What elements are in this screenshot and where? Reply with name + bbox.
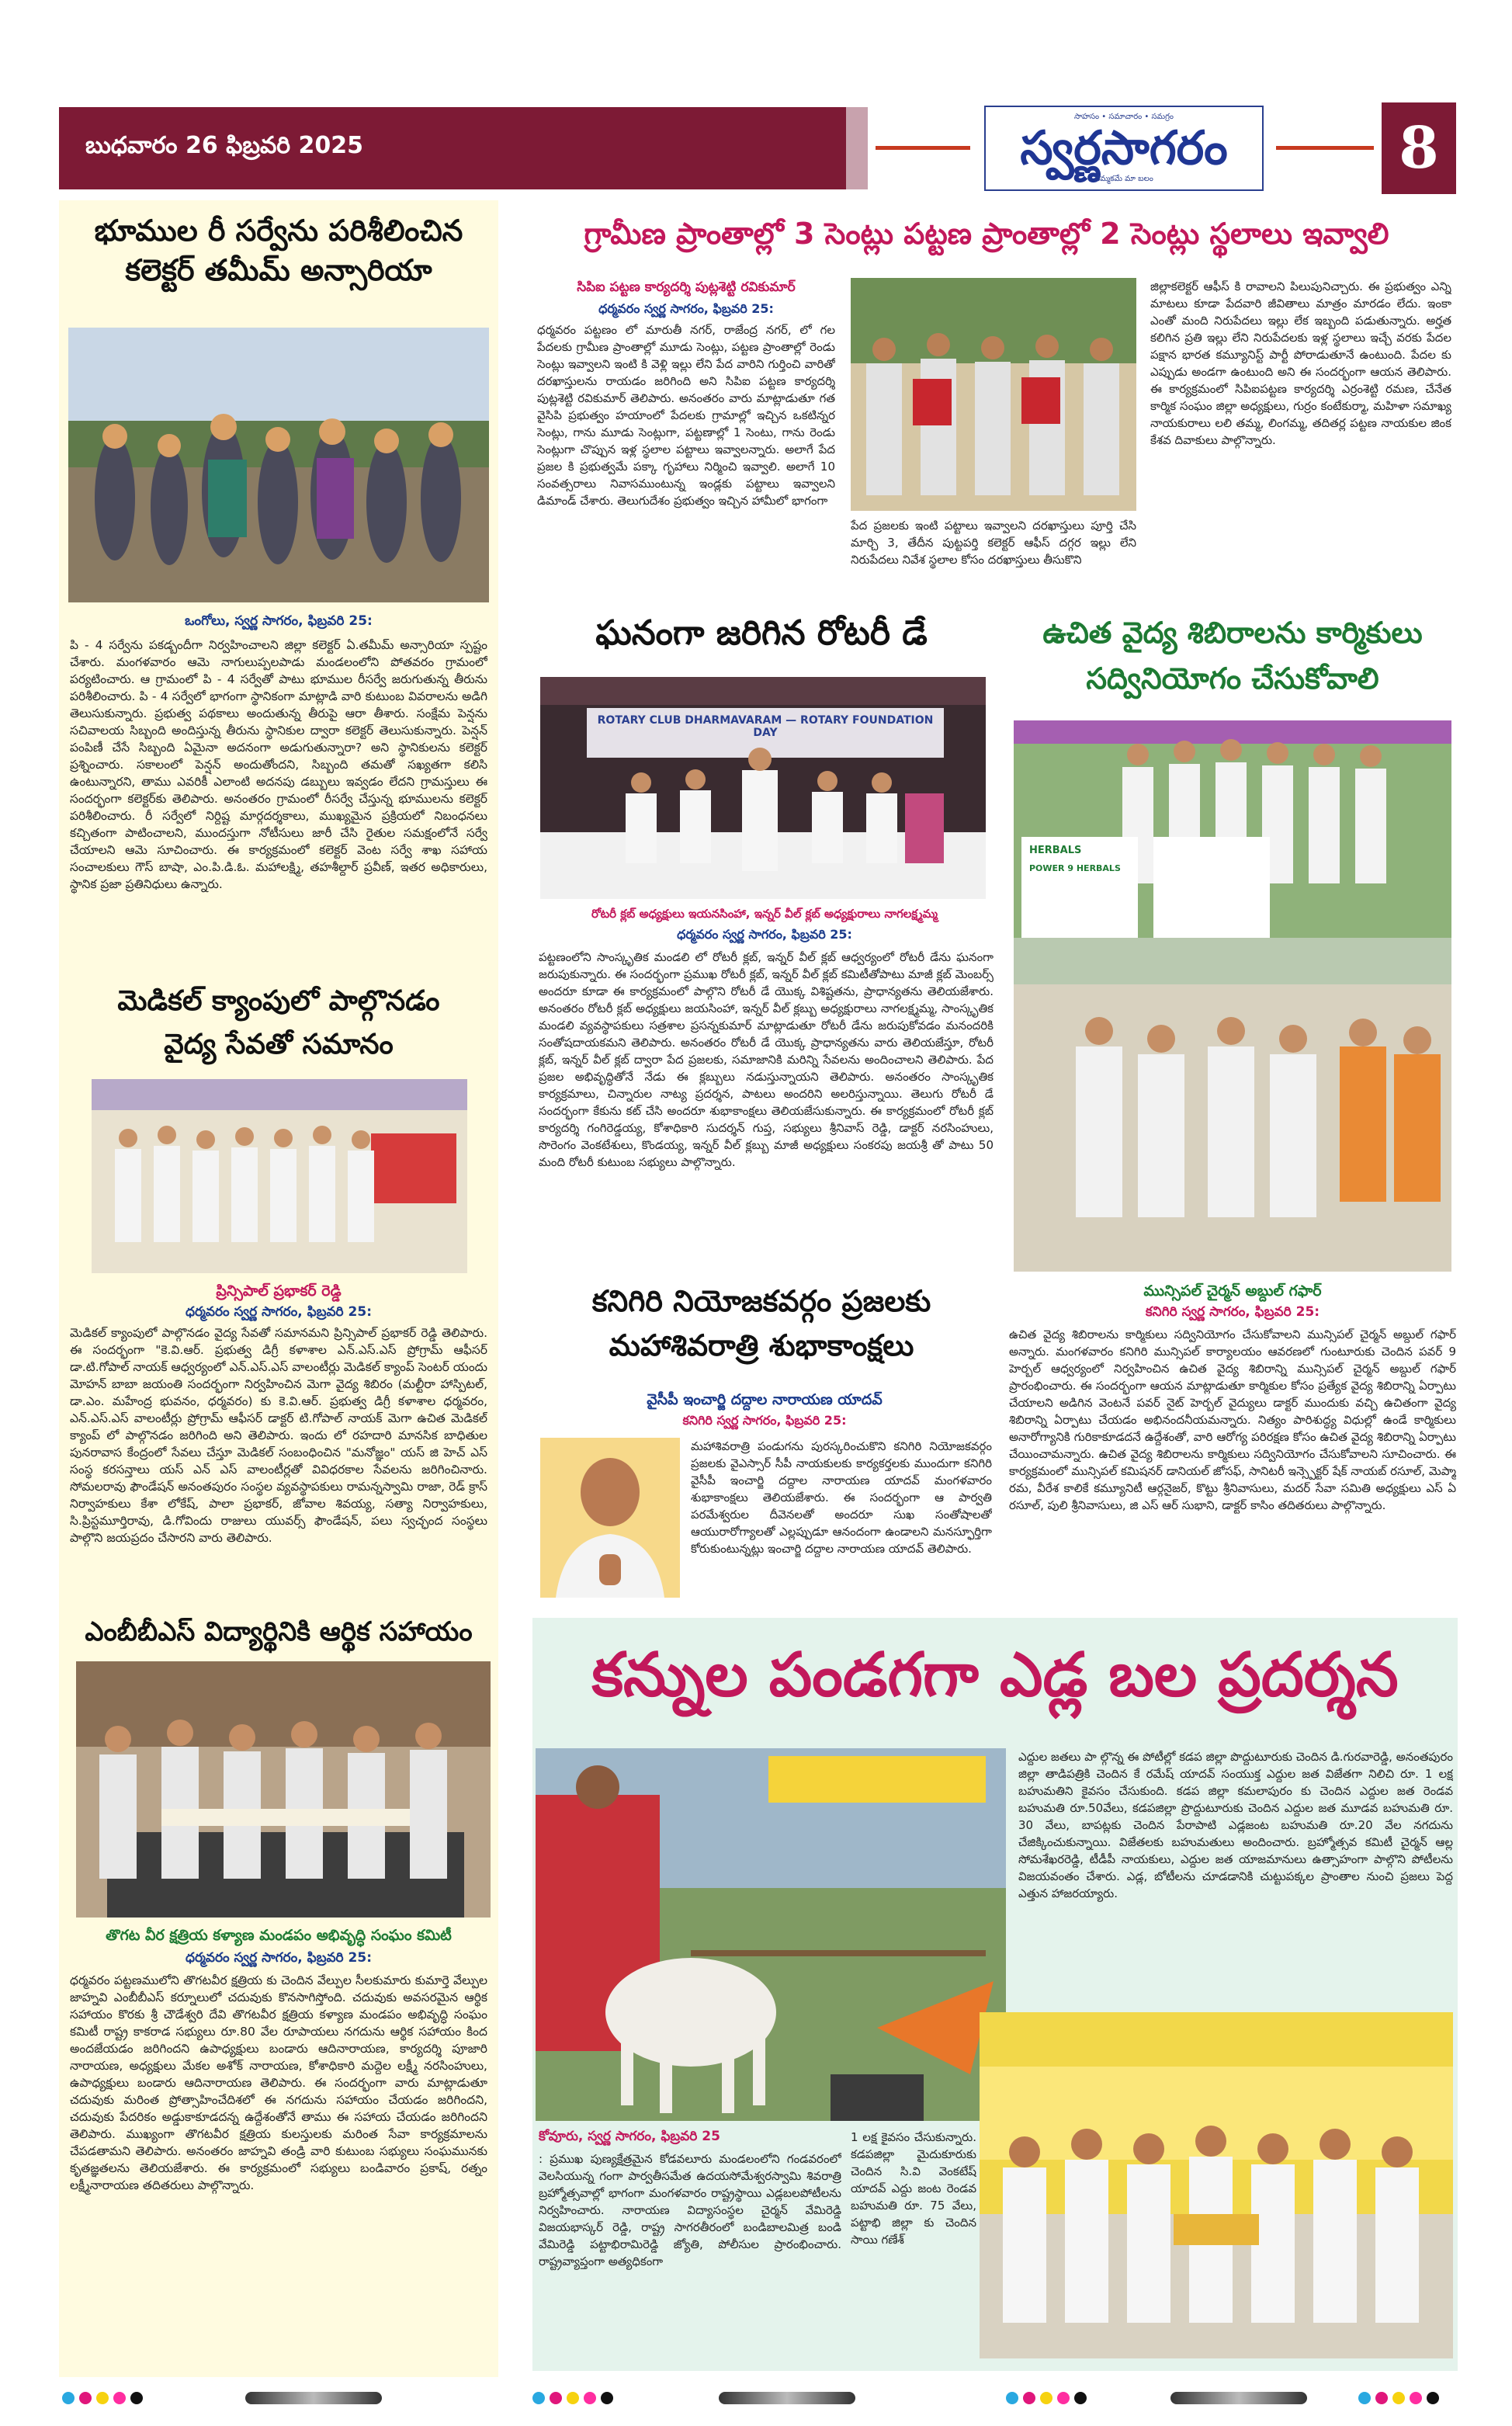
rotary-body: పట్టణంలోని సాంస్కృతిక మండలి లో రోటరీ క్లబ్, ఇన్నర్ వీల్ క్లబ్ ఆధ్వర్యంలో రోటరీ డేను ఘనంగా జరుపుకున్నారు. ఈ సందర్భంగా ప్రముఖ రోటరీ క్లబ్, ఇన్నర్ వీల్ క్లబ్ కమిటీతోపాటు మాజీ క్లబ్ మెంబర్స్ అందరూ కూడా ఈ కార్యక్రమంలో పాల్గొని రోటరీ డే యొక్క విశిష్టతను, ప్రాధాన్యతను తెలియజేశారు. అనంతరం రోటరీ క్లబ్ అధ్యక్షులు జయసింహా, ఇన్నర్ వీల్ క్లబ్బు అధ్యక్షురాలు నాగలక్ష్మమ్మ, సాంస్కృతిక మండలి వ్యవస్థాపకులు సత్రశాల ప్రసన్నకుమార్ మాట్లాడుతూ రోటరీ డేను జరుపుకోవడం మనందరికి సంతోషదాయకమని తెలిపారు. అనంతరం రోటరీ డే యొక్క ప్రాధాన్యతను వారు తెలియజేస్తూ, రోటరీ క్లబ్, ఇన్నర్ వీల్ క్లబ్ ద్వారా పేద ప్రజలకు, సమాజానికి మరిన్ని సేవలను అందించాలని తెలిపారు. పేద ప్రజల అభివృద్ధితోనే నేడు ఈ క్లబ్బులు నడుస్తున్నాయని తెలిపారు. అనంతరం సాంస్కృతిక కార్యక్రమాలు, చిన్నారుల నాట్య ప్రదర్శన, పాటలు అందరిని అలరిస్తున్నాయి. తెలుగు రోటరీ డే సందర్భంగా కేకును కట్ చేసి అందరూ శుభాకాంక్షలు తెలియజేసుకున్నారు. ఈ కార్యక్రమంలో రోటరీ క్లబ్ కార్యదర్శి గంగిరెడ్డయ్య, కోశాధికారి సుదర్శన్ గుప్త, సభ్యులు శ్రీనివాస్ రెడ్డి, డాక్టర్ నరసింహులు, సొరెంగం వెంకటేశులు, కొండయ్య, ఇన్నర్ వీల్ క్లబ్బు మాజీ అధ్యక్షులు సంకరపు జయశ్రీ తో పాటు 50 మంది రోటరీ కుటుంబ సభ్యులు పాల్గొన్నారు. (539, 950, 994, 1169)
shivaratri-body: మహాశివరాత్రి పండుగను పురస్కరించుకొని కనిగిరి నియోజకవర్గం ప్రజలకు వైఎస్సార్ సీపీ నాయకులకు కార్యకర్తలకు ముందుగా కనిగిరి వైసీపీ ఇంచార్జి దద్దాల నారాయణ యాదవ్ మంగళవారం శుభాకాంక్షలు తెలియజేశారు. ఈ సందర్భంగా ఆ పార్వతి పరమేశ్వరుల దీవెనలతో అందరూ సుఖ సంతోషాలతో ఆయురారోగ్యాలతో ఎల్లప్పుడూ ఆనందంగా ఉండాలని మనస్ఫూర్తిగా కోరుకుంటున్నట్లు ఇంచార్జి దద్దాల నారాయణ యాదవ్ తెలిపారు. (691, 1439, 992, 1556)
mbbs-caption: తొగట వీర క్షత్రియ కళ్యాణ మండపం అభివృద్ధి సంఘం కమిటీ (106, 1927, 452, 1944)
registration-dot-yellow (567, 2392, 579, 2404)
medical-photo (92, 1079, 467, 1273)
mbbs-photo (76, 1661, 491, 1918)
camps-dateline: కనిగిరి స్వర్ణ సాగరం, ఫిబ్రవరి 25: (1145, 1304, 1320, 1320)
survey-dateline: ఒంగోలు, స్వర్ణ సాగరం, ఫిబ్రవరి 25: (185, 613, 373, 629)
mbbs-body: ధర్మవరం పట్టణములోని తొగటవీర క్షత్రియ కు చెందిన వేల్పుల సీలకుమారు కుమార్తె వేల్పుల జాహ్నవి ఎంబీబీఎస్ కర్నూలులో చదువుకు కొనసాగిస్తోంది. చదువుకు అవసరమైన ఆర్థిక సహాయం కొరకు శ్రీ చౌడేశ్వరి దేవి తొగటవీర క్షత్రియ కళ్యాణ మండపం అభివృద్ధి సంఘం కమిటీ రాష్ట్ర కాకరాడ సభ్యులు రూ.80 వేల రూపాయలు నగదును ఆర్థిక సహాయం కింద అందజేయడం జరిగిందని ఉపాధ్యక్షులు బండారు ఆదినారాయణ, కార్యదర్శి పూజారి నారాయణ, అధ్యక్షులు మేకల అశోక్ నారాయణ, కోశాధికారి మద్దెల లక్ష్మీ నరసింహులు, ఉపాధ్యక్షులు బండారు ఆదినారాయణ తెలిపారు. ఈ సందర్భంగా వారు మాట్లాడుతూ చదువుకు మరింత ప్రోత్సాహించేదిశలో ఈ నగదును సహాయం చేయడం జరిగిందని, చదువుకు పేదరికం అడ్డుకాకూడదన్న ఉద్దేశంతోనే తాము ఈ సహాయ చేయడం జరిగిందని తెలిపారు. ముఖ్యంగా తొగటవీర క్షత్రియ కులస్తులకు మరింత సేవా కార్యక్రమాలను చేపడతామని తెలిపారు. అనంతరం జాహ్నవి తండ్రి వారి కుటుంబ సభ్యులు సంఘమునకు కృతజ్ఞతలను తెలియజేశారు. ఈ కార్యక్రమంలో సభ్యులు బండివారం ప్రకాష్, రత్నం లక్ష్మీనారాయణ తదితరులు పాల్గొన్నారు. (70, 1973, 487, 2192)
shivaratri-caption: వైసీపీ ఇంచార్జి దద్దాల నారాయణ యాదవ్ (647, 1391, 883, 1408)
medical-caption: ప్రిన్సిపాల్ ప్రభాకర్ రెడ్డి (216, 1282, 342, 1300)
medical-dateline: ధర్మవరం స్వర్ణ సాగరం, ఫిబ్రవరి 25: (186, 1304, 372, 1320)
registration-dot-black (1427, 2392, 1439, 2404)
registration-dot-pink (1057, 2392, 1070, 2404)
header-rule-left (876, 146, 970, 150)
sites-caption: సిపిఐ పట్టణ కార్యదర్శి పుట్లశెట్టి రవికుమార్ (577, 279, 796, 295)
date-bar-accent (846, 107, 868, 189)
registration-bar (245, 2392, 382, 2404)
sites-dateline: ధర్మవరం స్వర్ణ సాగరం, ఫిబ్రవరి 25: (598, 301, 774, 316)
registration-dot-pink (1410, 2392, 1422, 2404)
top-banner (515, 211, 1458, 264)
registration-dot-magenta (79, 2392, 92, 2404)
sites-photo (851, 278, 1136, 511)
registration-bar (1170, 2392, 1307, 2404)
bulls-body-right: ఎద్దుల జతలు పా ల్గొన్న ఈ పోటీల్లో కడప జిల్లా పొద్దుటూరుకు చెందిన డి.గురవారెడ్డి, అనంతపురం జిల్లా తాడిపత్రికి చెందిన కే రమేష్ యాదవ్ సంయుక్త ఎద్దుల జత విజేతగా నిలిచి రూ. 1 లక్ష బహుమతిని కైవసం చేసుకుంది. కడప జిల్లా కమలాపురం కు చెందిన ఎద్దుల జత రెండవ బహుమతి రూ.50వేలు, కడపజిల్లా ప్రొద్దుటూరుకు చెందిన ఎద్దుల జత మూడవ బహుమతి రూ. 30 వేలు, బాపట్లకు చెందిన పేరాపాటి ఎడ్లజంట బహుమతి రూ.20 వేల నగదును చేజిక్కించుకున్నాయి. విజేతలకు బహుమతులు అందించారు. బ్రహ్మోత్సవ కమిటీ చైర్మన్ ఆల్ల సోమశేఖరరెడ్డి, టీడీపీ నాయకులు, ఎద్దుల జత యాజమానులు ఉత్సాహంగా పాల్గొని పోటీలను విజయవంతం చేశారు. ఎడ్ల, బోటీలను చూడడానికి చుట్టుపక్కల ప్రాంతాల నుంచి ప్రజలు పెద్ద ఎత్తున హాజరయ్యారు. (1018, 1750, 1453, 1900)
camps-body: ఉచిత వైద్య శిబిరాలను కార్మికులు సద్వినియోగం చేసుకోవాలని మున్సిపల్ చైర్మన్ అబ్దుల్ గఫార్ అన్నారు. మంగళవారం కనిగిరి మున్సిపల్ కార్యాలయం ఆవరణలో గుంటూరుకు చెందిన పవర్ 9 హెర్బల్ ఆధ్వర్యంలో నిర్వహించిన ఉచిత వైద్య శిబిరాన్ని మున్సిపల్ చైర్మన్ అబ్దుల్ గఫార్ ప్రారంభించారు. ఈ సందర్భంగా ఆయన మాట్లాడుతూ కార్మికుల కోసం ప్రత్యేక వైద్య శిబిరాన్ని ఏర్పాటు చేయాలని అడిగిన వెంటనే పవర్ నైట్ హెర్బల్ వైద్యులు డాక్టర్ ముందుకు వచ్చి ఉచితంగా వైద్య శిబిరాన్ని ఏర్పాటు చేయడం అభినందనీయమన్నారు. నిత్యం పారిశుద్ధ్య విధుల్లో ఉండే కార్మికులు అనారోగ్యానికి గురికాకూడదనే ఉద్దేశంతో, వారి ఆరోగ్య పరిరక్షణ కోసం ఉచిత వైద్య శిబిరాన్ని ఏర్పాటు చేయించామన్నారు. ఉచిత వైద్య శిబిరాలను కార్మికులు సద్వినియోగం చేసుకోవాలని సూచించారు. ఈ కార్యక్రమంలో మున్సిపల్ కమిషనర్ డానియల్ జోసఫ్, సానిటరీ ఇన్స్పెక్టర్ షేక్ నాయబ్ రసూల్, మెప్మా రమ, వీరేశ కాలికే కమ్యూనిటీ ఆర్గనైజర్, కొట్టు శ్రీనివాసులు, మదర్ సేవా సమితి అధ్యక్షులు ఎస్ ఏ రసూల్, పులి శ్రీనివాసులు, జి ఎస్ ఆర్ సుభాని, డాక్టర్ కాసిం తదితరులు పాల్గొన్నారు. (1009, 1328, 1456, 1512)
survey-photo (68, 328, 489, 602)
sites-body-col3: జిల్లాకలెక్టర్ ఆఫీస్ కి రావాలని పిలుపునిచ్చారు. ఈ ప్రభుత్వం ఎన్ని మాటలు కూడా పేదవారి జీవితాలు మాత్రం మారడం లేదు. ఇంకా ఎంతో మంది నిరుపేదలు ఇల్లు లేక ఇబ్బంది పడుతున్నారు. అర్హత కలిగిన ప్రతి ఇల్లు లేని నిరుపేదలకు ఇళ్ల స్థలాలు ఇచ్చే వరకు పేదల పక్షాన భారత కమ్యూనిస్ట్ పార్టీ పోరాడుతూనే ఉంటుంది. పేదల కు ఎప్పుడు అండగా ఉంటుంది అని ఈ సందర్భంగా ఆయన తెలిపారు. ఈ కార్యక్రమంలో సిపిఐపట్టణ కార్యదర్శి ఎర్రంశెట్టి రమణ, చేనేత కార్మిక సంఘం జిల్లా అధ్యక్షులు, గుర్రం కంటేకుర్మా, మహిళా సమాఖ్య నాయకురాలు లలి తమ్మ, లింగమ్మ, తదితర్ల పట్టణ నాయకుల జింక కేశవ దివాకులు పాల్గొన్నారు. (1150, 279, 1451, 447)
bulls-dateline: కోవూరు, స్వర్ణ సాగరం, ఫిబ్రవరి 25 (539, 2129, 720, 2144)
medical-headline-line1: మెడికల్ క్యాంపులో పాల్గొనడం (117, 985, 440, 1017)
camps-banner-sub: POWER 9 HERBALS (1029, 863, 1121, 873)
shivaratri-dateline: కనిగిరి స్వర్ణ సాగరం, ఫిబ్రవరి 25: (682, 1413, 847, 1428)
rotary-banner-text: ROTARY CLUB DHARMAVARAM — ROTARY FOUNDATION DAY (597, 714, 934, 739)
bulls-body-bottom: : ప్రముఖ పుణ్యక్షేత్రమైన కోడవలూరు మండలంలోని గండవరంలో వెలసియున్న గంగా పార్వతీసమేత ఉదయసోమేశ్వరస్వామి శివరాత్రి బ్రహ్మోత్సవాల్లో భాగంగా మంగళవారం రాష్ట్రస్థాయి ఎడ్లబలపోటీలను నిర్వహించారు. నారాయణ విద్యాసంస్థల చైర్మన్ వేమిరెడ్డి విజయభాస్కర్ రెడ్డి, రాష్ట్ర సాగరతీరంలో బండిబాలమిత్ర బండి వేమిరెడ్డి పట్టాభిరామిరెడ్డి జ్యోతి, పోలీసుల ప్రారంభించారు. రాష్ట్రవ్యాప్తంగా అత్యధికంగా (539, 2152, 841, 2268)
registration-dot-cyan (62, 2392, 75, 2404)
registration-dot-black (1074, 2392, 1087, 2404)
sites-photo-caption: పేద ప్రజలకు ఇంటి పట్టాలు ఇవ్వాలని దరఖాస్తులు పూర్తి చేసి మార్చి 3, తేదీన పుట్టపర్తి కలెక్టర్ ఆఫీస్ దగ్గర ఇల్లు లేని నిరుపేదలు నివేశ స్థలాల కోసం దరఖాస్తులు తీసుకొని (851, 519, 1136, 567)
registration-dot-pink (584, 2392, 596, 2404)
registration-dot-cyan (1006, 2392, 1018, 2404)
bulls-headline (532, 1624, 1458, 1741)
registration-dot-black (601, 2392, 613, 2404)
registration-dot-magenta (1375, 2392, 1388, 2404)
date-bar (59, 107, 863, 189)
registration-dot-yellow (96, 2392, 109, 2404)
camps-caption: మున్సిపల్ చైర్మన్ అబ్దుల్ గఫార్ (1143, 1282, 1322, 1300)
registration-dot-yellow (1040, 2392, 1053, 2404)
masthead-sub: నమ్మకమే మా బలం (1094, 175, 1153, 183)
survey-headline-line2: కలెక్టర్ తమీమ్ అన్సారియా (125, 253, 432, 288)
medical-headline (62, 980, 495, 1067)
registration-dot-cyan (1358, 2392, 1371, 2404)
registration-dot-magenta (1023, 2392, 1035, 2404)
masthead-name: స్వర్ణసాగరం (1020, 121, 1228, 175)
camps-headline (1006, 610, 1459, 702)
bulls-body-bottom2: 1 లక్ష కైవసం చేసుకున్నారు. కడపజిల్లా మైదుకూరుకు చెందిన సి.వి వెంకటేష్ యాదవ్ ఎద్దు జంట రెండవ బహుమతి రూ. 75 వేలు, పట్టాభి జిల్లా కు చెందిన సాయి గణేశ్ (851, 2130, 976, 2247)
registration-dot-magenta (550, 2392, 562, 2404)
survey-body: పి - 4 సర్వేను పకడ్బందీగా నిర్వహించాలని జిల్లా కలెక్టర్ ఏ.తమీమ్ అన్సారియా స్పష్టం చేశారు. మంగళవారం ఆమె నాగులుప్పలపాడు మండలంలోని పోతవరం గ్రామంలో పర్యటించారు. ఆ గ్రామంలో పి - 4 సర్వేతో పాటు భూముల రీసర్వే జరుగుతున్న తీరును పరిశీలించారు. పి - 4 సర్వేలో భాగంగా స్థానికంగా మాట్లాడి వారి కుటుంబ వివరాలను అడిగి తెలుసుకున్నారు. ప్రభుత్వ పథకాలు అందుతున్న తీరుపై ఆరా తీశారు. సంక్షేమ పెన్షను సచివాలయ సిబ్బంది అందిస్తున్న తీరును స్థానికుల ద్వారా కలెక్టర్ తెలుసుకున్నారు. పెన్షన్ పంపిణీ చేసే సిబ్బంది ఏమైనా అదనంగా అడుగుతున్నారా? అని స్థానికులను కలెక్టర్ ప్రశ్నించారు. సకాలంలో పెన్షన్ అందుతోందని, సిబ్బంది తమతో సఖ్యతగా కలిసి ఉంటున్నారని, తాము ఎవరికీ ఎలాంటి అదనపు డబ్బులు ఇవ్వడం లేదని గ్రామస్తులు ఈ సందర్భంగా కలెక్టర్‌కు తెలిపారు. అనంతరం గ్రామంలో రీసర్వే చేస్తున్న భూములను కలెక్టర్ పరిశీలించారు. రీ సర్వేలో నిర్దిష్ట మార్గదర్శకాలు, ముఖ్యమైన ప్రక్రియలో నిబంధనలు కచ్చితంగా పాటించాలని, ముందస్తుగా నోటీసులు జారీ చేసి రైతుల సమక్షంలోనే సర్వే చేయాలని ఆమె సూచించారు. ఈ కార్యక్రమంలో కలెక్టర్ వెంట సర్వే శాఖ సహాయ సంచాలకులు గౌస్ బాషా, ఎం.పి.డి.ఓ. మహాలక్ష్మి, తహశీల్దార్ ప్రవీణ్, ఇతర అధికారులు, స్థానిక ప్రజా ప్రతినిధులు ఉన్నారు. (70, 638, 487, 891)
camps-banner-text: HERBALS (1029, 845, 1082, 856)
bulls-photo-main (536, 1748, 1006, 2121)
masthead (984, 106, 1264, 191)
shivaratri-headline-line2: మహాశివరాత్రి శుభాకాంక్షలు (609, 1328, 914, 1362)
shivaratri-headline (532, 1279, 990, 1368)
bulls-headline-text: కన్నుల పండగగా ఎడ్ల బల ప్రదర్శన (591, 1640, 1399, 1710)
registration-bar (719, 2392, 855, 2404)
medical-body: మెడికల్ క్యాంపులో పాల్గొనడం వైద్య సేవతో సమానమని ప్రిన్సిపాల్ ప్రభాకర్ రెడ్డి తెలిపారు. ఈ సందర్భంగా "కె.వి.ఆర్. ప్రభుత్వ డిగ్రీ కళాశాల ఎన్.ఎస్.ఎస్ ప్రోగ్రామ్ ఆఫీసర్ డా.టి.గోపాల్ నాయక్ ఆధ్వర్యంలో ఎన్.ఎస్.ఎస్ వాలంటీర్లు మెడికల్ క్యాంప్ సెంటర్ యందు మోహన్ బాబా జయంతి సందర్భంగా నిర్వహించిన మెగా వైద్య శిబిరం (మల్టీరా హాస్పిటల్, డా.ఎం. మహేంద్ర భువనం, ధర్మవరం) కు కె.వి.ఆర్. ప్రభుత్వ డిగ్రీ కళాశాల ధర్మవరం, ఎన్.ఎస్.ఎస్ వాలంటీర్లు ప్రోగ్రామ్ ఆఫీసర్ డాక్టర్ టి.గోపాల్ నాయక్ మెగా ఉచిత మెడికల్ క్యాంప్ లో పాల్గొనడం జరిగింది అని తెలిపారు. ఇందు లో రహదారి మానసిక బాధితుల పునరావాస కేంద్రంలో సేవలు చేస్తూ మెడికల్ సంబంధించిన "మనోజ్ఞం" యస్ జి హెచ్ ఎస్ సంస్థ కరసన్తాలు యస్ ఎన్ ఎస్ వాలంటీర్లతో వివిధరకాల సేవలను జరిగించినారు. సోమలరావు ఫౌండేషన్ అనంతపురం సంస్థల వ్యవస్థాపకులు రామన్నస్వామి రాజా, రెడ్ క్రాస్ నిర్వాహకులు కేశా లోకేష్, పాలా ప్రభాకర్, జోవాల శివయ్య, సత్యా నిర్వాహకులు, సి.ప్రిస్టమూర్తిరావు, డి.గోవిందు రాజులు యువర్స్ ఫౌండేషన్, పలు స్వచ్ఛంద సంస్థలు పాల్గొని జయప్రదం చేసారని వారు తెలిపారు. (70, 1326, 487, 1545)
top-banner-text: గ్రామీణ ప్రాంతాల్లో 3 సెంట్లు పట్టణ ప్రాంతాల్లో 2 సెంట్లు స్థలాలు ఇవ్వాలి (584, 217, 1389, 251)
issue-date: బుధవారం 26 ఫిబ్రవరి 2025 (85, 132, 364, 159)
rotary-dateline: ధర్మవరం స్వర్ణ సాగరం, ఫిబ్రవరి 25: (677, 927, 852, 942)
shivaratri-headline-line1: కనిగిరి నియోజకవర్గం ప్రజలకు (591, 1284, 931, 1318)
camps-photo (1014, 720, 1451, 1272)
rotary-headline: ఘనంగా జరిగిన రోటరీ డే (595, 613, 928, 653)
camps-headline-line2: సద్వినియోగం చేసుకోవాలి (1086, 661, 1379, 696)
registration-dot-pink (113, 2392, 126, 2404)
sites-body-col1: ధర్మవరం పట్టణం లో మారుతీ నగర్, రాజేంద్ర నగర్, లో గల పేదలకు గ్రామీణ ప్రాంతాల్లో మూడు సెంట్లు, పట్టణ ప్రాంతాల్లో రెండు సెంట్లు ఇవ్వాలని ఇంటి కి వెళ్లి ఇల్లు లేని పేద వారిని గుర్తించి వారితో దరఖాస్తులను రాయడం జరిగింది అని సిపిఐ పట్టణ కార్యదర్శి పుట్లశెట్టి రవికుమార్ తెలిపారు. అనంతరం వారు మాట్లాడుతూ గత వైసిపి ప్రభుత్వం హయాంలో పేదలకు గ్రామాల్లో ఇచ్చిన ఒకటిన్నర సెంట్లు, గాను మూడు సెంట్లుగా, పట్టణాల్లో 1 సెంటు, గాను రెండు సెంట్లుగా చొప్పున ఇళ్ల స్థలాల పట్టాలు ఇవ్వాలన్నారు. అలాగే పేద ప్రజల కి ప్రభుత్వమే పక్కా గృహాలు నిర్మించి ఇవ్వాలి. అలాగే 10 సంవత్సరాలు నివాసముంటున్న ఇండ్లకు పట్టాలు ఇవ్వాలని డిమాండ్ చేశారు. తెలుగుదేశం ప్రభుత్వం ఇచ్చిన హామీలో భాగంగా (537, 323, 835, 508)
registration-dot-black (130, 2392, 143, 2404)
rotary-photo (540, 677, 986, 899)
survey-headline-line1: భూముల రీ సర్వేను పరిశీలించిన (94, 213, 463, 248)
masthead-tagline: సాహసం • సమాచారం • సమగ్రం (1074, 113, 1174, 121)
page-number: 8 (1382, 102, 1456, 194)
camps-headline-line1: ఉచిత వైద్య శిబిరాలను కార్మికులు (1042, 616, 1423, 650)
medical-headline-line2: వైద్య సేవతో సమానం (164, 1028, 394, 1060)
rotary-caption: రోటరీ క్లబ్ అధ్యక్షులు ఇయనసింహా, ఇన్నర్ వీల్ క్లబ్ అధ్యక్షురాలు నాగలక్ష్మమ్మ (591, 907, 938, 921)
header-rule-right (1276, 146, 1374, 150)
registration-dot-cyan (532, 2392, 545, 2404)
shivaratri-portrait (540, 1438, 680, 1598)
registration-dot-yellow (1392, 2392, 1405, 2404)
mbbs-dateline: ధర్మవరం స్వర్ణ సాగరం, ఫిబ్రవరి 25: (186, 1950, 372, 1966)
mbbs-headline: ఎంబీబీఎస్ విద్యార్థినికి ఆర్థిక సహాయం (85, 1616, 473, 1647)
survey-headline (62, 211, 495, 291)
bulls-photo-prize (980, 2012, 1453, 2358)
